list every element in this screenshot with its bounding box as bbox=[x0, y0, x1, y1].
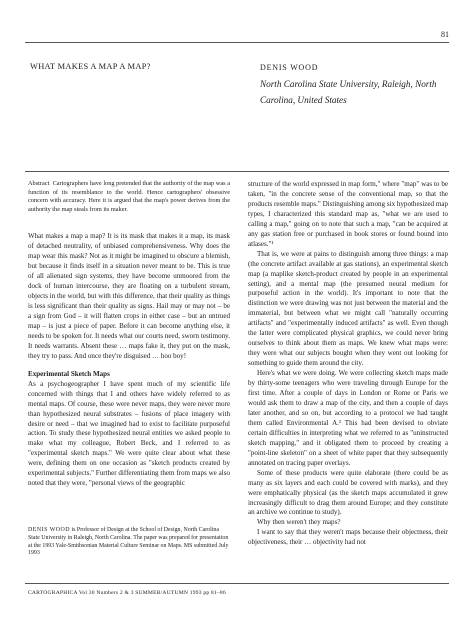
section-heading: Experimental Sketch Maps bbox=[28, 369, 110, 378]
body-paragraph: What makes a map a map? It is its mask that makes it a map, its mask of detached neutrality, of unbiased comprehensiveness. Why does the map wear this mask? Not as it might be imagined to obscure a blemish, but because it finds itself in a situation never meant to be. This is true of all alienated sign systems, they have become unmoored from the dock of human intercourse, they are floating on a turbulent stream, objects in the world, but with this difference, that their quality as things is less significant than their quality as signs. Hail may or may not – be a sign from God – it will flatten crops in either case – but an untrued map – is just a piece of paper. Before it can become anything else, it needs to be spoken for. It needs what our courts need, sworn testimony. It needs warrants. Absent these … maps fake it, they put on the mask, they try to pass. And once they're disguised … hoo boy! bbox=[28, 232, 230, 360]
author-affiliation: North Carolina State University, Raleigh, North Carolina, United States bbox=[260, 79, 437, 105]
footnote-author: DENIS WOOD bbox=[28, 527, 71, 533]
body-paragraph: Why then weren't they maps? bbox=[257, 518, 341, 527]
journal-footer: CARTOGRAPHICA Vol 30 Numbers 2 & 3 SUMMER/AUTUMN 1993 pp 81–86 bbox=[28, 590, 226, 596]
page-number: 81 bbox=[441, 30, 449, 39]
abstract-label: Abstract bbox=[28, 180, 50, 187]
left-column bbox=[28, 180, 230, 489]
header-rule bbox=[25, 171, 449, 172]
abstract-text: Cartographers have long pretended that the authority of the map was a function of its resemblance to the world. Hence cartographers' obsessive concern with accuracy. Here it is argued that the map's power derives from the authority the map steals from its maker. bbox=[28, 180, 230, 213]
body-paragraph: Here's what we were doing. We were collecting sketch maps made by thirty-some teenagers who were traveling through Europe for the first time. After a couple of days in London or Rome or Paris we would ask them to draw a map of the city, and then a couple of days later another, and so on, but according to a protocol we had taught them called Environmental A.² This had been devised to obviate certain difficulties in interpreting what we referred to as "uninstructed sketch mapping," and it obligated them to proceed by creating a "point-line skeleton" on a sheet of white paper that they subsequently annotated on tracing paper overlays. bbox=[248, 369, 448, 467]
right-column bbox=[248, 180, 448, 548]
body-paragraph: structure of the world expressed in map form," where "map" was to be taken, "in the concrete sense of the conventional map, so that the products resemble maps." Distinguishing among six hypothesized map types, I characterized this standard map as, "what we are used to calling a map," going on to note that such a map, "can be acquired at any gas station free or purchased in book stores or found bound into atlases."¹ bbox=[248, 180, 448, 248]
abstract bbox=[28, 180, 230, 214]
author-block bbox=[260, 60, 460, 108]
body-paragraph: That is, we were at pains to distinguish among three things: a map (the concrete artifact available at gas stations), an experimental sketch map (a maplike sketch-product created by people in an experimental setting), and a mental map (the presumed neural medium for purposeful action in the world). It's important to note that the distinction we were drawing was not just between the material and the immaterial, but between what we might call "naturally occurring artifacts" and "experimentally induced artifacts" as well. Even though the latter were complicated physical graphics, we could never bring ourselves to think about them as maps. We knew what maps were: they were what our subjects bought when they went out looking for something to guide them around the city. bbox=[248, 249, 448, 368]
author-footnote bbox=[28, 527, 230, 558]
footer-rule bbox=[25, 583, 449, 584]
article-title: WHAT MAKES A MAP A MAP? bbox=[30, 62, 151, 71]
footnote-text: is Professor of Design at the School of Design, North Carolina State University in Raleigh, North Carolina. The paper was prepared for presentation at the 1993 Yale-Smithsonian Material Culture Seminar on Maps. MS submitted July 1993 bbox=[28, 527, 229, 557]
body-paragraph: Some of these products were quite elaborate (there could be as many as six layers and each could be covered with marks), and they were emphatically physical (as the sketch maps accumulated it grew increasingly difficult to drag them around Europe; and they constitute an archive we continue to study). bbox=[248, 468, 448, 517]
top-rule bbox=[25, 42, 449, 43]
body-paragraph: I want to say that they weren't maps because their objectness, their objectiveness, their … objectivity had not bbox=[248, 528, 448, 547]
body-paragraph: As a psychogeographer I have spent much of my scientific life concerned with things that I and others have widely referred to as mental maps. Of course, these were never maps, they were never more than hypothesized neural substrates – fusions of place imagery with desire or need – that we imagined had to exist to facilitate purposeful action. To study these hypothesized neural entities we asked people to make what my colleague, Robert Beck, and I referred to as "experimental sketch maps." We were quite clear about what these were, defining them on one occasion as "sketch products created by experimental subjects." Further differentiating them from maps we also noted that they were, "personal views of the geographic bbox=[28, 379, 230, 488]
author-name: DENIS WOOD bbox=[260, 63, 319, 72]
